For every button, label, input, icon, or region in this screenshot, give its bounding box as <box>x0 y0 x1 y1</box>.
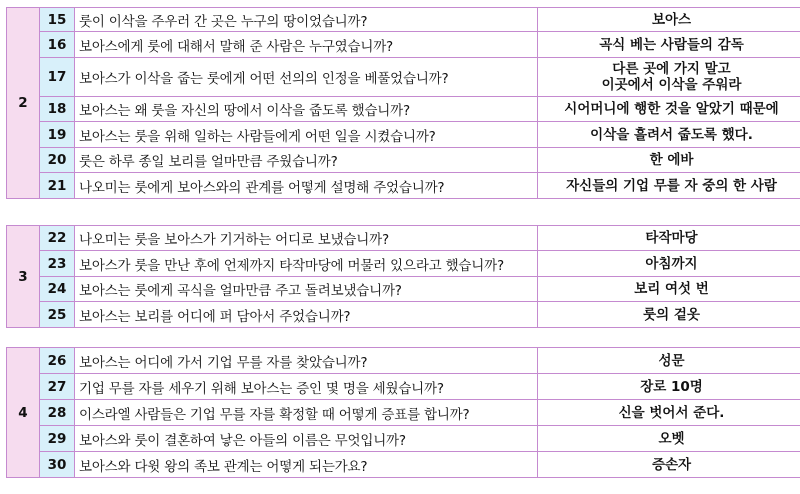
question-text: 보아스가 이삭을 줍는 룻에게 어떤 선의의 인정을 베풀었습니까? <box>75 58 538 97</box>
answer-text: 아침까지 <box>645 255 698 272</box>
table-row <box>7 173 800 199</box>
question-number: 20 <box>40 148 75 173</box>
answer-text: 다른 곳에 가지 말고 <box>612 61 731 77</box>
question-text: 룻이 이삭을 주우러 간 곳은 누구의 땅이었습니까? <box>75 8 538 32</box>
question-text: 나오미는 룻을 보아스가 기거하는 어디로 보냈습니까? <box>75 226 538 251</box>
answer-text: 보아스 <box>651 11 692 28</box>
chapter-table <box>6 225 800 328</box>
answer-cell <box>538 8 800 32</box>
table-row <box>7 148 800 173</box>
answer-cell <box>538 277 800 302</box>
answer-text: 증손자 <box>651 456 692 473</box>
chapter-table <box>6 347 800 478</box>
answer-cell <box>538 302 800 328</box>
question-number: 24 <box>40 277 75 302</box>
table-row <box>7 277 800 302</box>
answer-cell <box>538 348 800 374</box>
question-text: 보아스는 보리를 어디에 퍼 담아서 주었습니까? <box>75 302 538 328</box>
chapter-number: 4 <box>7 348 40 478</box>
question-text: 보아스에게 룻에 대해서 말해 준 사람은 누구였습니까? <box>75 32 538 58</box>
answer-text: 신을 벗어서 준다. <box>618 404 725 421</box>
answer-text: 한 에바 <box>649 152 694 168</box>
chapter-table <box>6 7 800 199</box>
question-text: 보아스와 룻이 결혼하여 낳은 아들의 이름은 무엇입니까? <box>75 426 538 452</box>
answer-cell <box>538 97 800 122</box>
question-text: 보아스는 왜 룻을 자신의 땅에서 이삭을 줍도록 했습니까? <box>75 97 538 122</box>
answer-cell <box>538 173 800 199</box>
answer-text: 곡식 베는 사람들의 감독 <box>599 36 744 53</box>
question-number: 15 <box>40 8 75 32</box>
answer-text: 시어머니에 행한 것을 알았기 때문에 <box>564 101 779 117</box>
answer-text: 자신들의 기업 무를 자 중의 한 사람 <box>566 177 777 194</box>
question-text: 보아스는 어디에 가서 기업 무를 자를 찾았습니까? <box>75 348 538 374</box>
answer-cell <box>538 32 800 58</box>
question-number: 21 <box>40 173 75 199</box>
question-text: 기업 무를 자를 세우기 위해 보아스는 증인 몇 명을 세웠습니까? <box>75 374 538 400</box>
answer-cell <box>538 426 800 452</box>
question-number: 27 <box>40 374 75 400</box>
table-row <box>7 374 800 400</box>
question-number: 22 <box>40 226 75 251</box>
question-text: 보아스가 룻을 만난 후에 언제까지 타작마당에 머물러 있으라고 했습니까? <box>75 251 538 277</box>
answer-text: 룻의 겉옷 <box>643 306 700 323</box>
question-number: 30 <box>40 452 75 478</box>
question-text: 보아스와 다윗 왕의 족보 관계는 어떻게 되는가요? <box>75 452 538 478</box>
question-number: 23 <box>40 251 75 277</box>
answer-cell <box>538 374 800 400</box>
table-row <box>7 58 800 97</box>
question-text: 나오미는 룻에게 보아스와의 관계를 어떻게 설명해 주었습니까? <box>75 173 538 199</box>
question-number: 29 <box>40 426 75 452</box>
chapter-number: 2 <box>7 8 40 199</box>
question-number: 26 <box>40 348 75 374</box>
question-number: 17 <box>40 58 75 97</box>
answer-text: 이삭을 흘려서 줍도록 했다. <box>590 126 753 143</box>
answer-text: 오벳 <box>658 430 685 447</box>
answer-cell <box>538 400 800 426</box>
table-row <box>7 426 800 452</box>
question-text: 이스라엘 사람들은 기업 무를 자를 확정할 때 어떻게 증표를 합니까? <box>75 400 538 426</box>
question-number: 18 <box>40 97 75 122</box>
table-row <box>7 122 800 148</box>
table-row <box>7 32 800 58</box>
answer-text: 타작마당 <box>645 230 698 246</box>
answer-cell <box>538 148 800 173</box>
answer-text: 이곳에서 이삭을 주워라 <box>601 77 742 93</box>
question-number: 19 <box>40 122 75 148</box>
answer-text: 보리 여섯 번 <box>634 281 709 297</box>
table-row <box>7 400 800 426</box>
table-row <box>7 452 800 478</box>
answer-cell <box>538 122 800 148</box>
table-row <box>7 226 800 251</box>
table-row <box>7 8 800 32</box>
table-row <box>7 251 800 277</box>
answer-cell <box>538 251 800 277</box>
table-row <box>7 348 800 374</box>
question-text: 보아스는 룻을 위해 일하는 사람들에게 어떤 일을 시켰습니까? <box>75 122 538 148</box>
question-number: 25 <box>40 302 75 328</box>
answer-text: 성문 <box>658 352 685 369</box>
answer-cell <box>538 452 800 478</box>
answer-text: 장로 10명 <box>640 378 703 395</box>
question-text: 룻은 하루 종일 보리를 얼마만큼 주웠습니까? <box>75 148 538 173</box>
question-text: 보아스는 룻에게 곡식을 얼마만큼 주고 돌려보냈습니까? <box>75 277 538 302</box>
table-row <box>7 97 800 122</box>
question-number: 16 <box>40 32 75 58</box>
answer-cell <box>538 226 800 251</box>
table-row <box>7 302 800 328</box>
chapter-number: 3 <box>7 226 40 328</box>
answer-cell <box>538 58 800 97</box>
question-number: 28 <box>40 400 75 426</box>
